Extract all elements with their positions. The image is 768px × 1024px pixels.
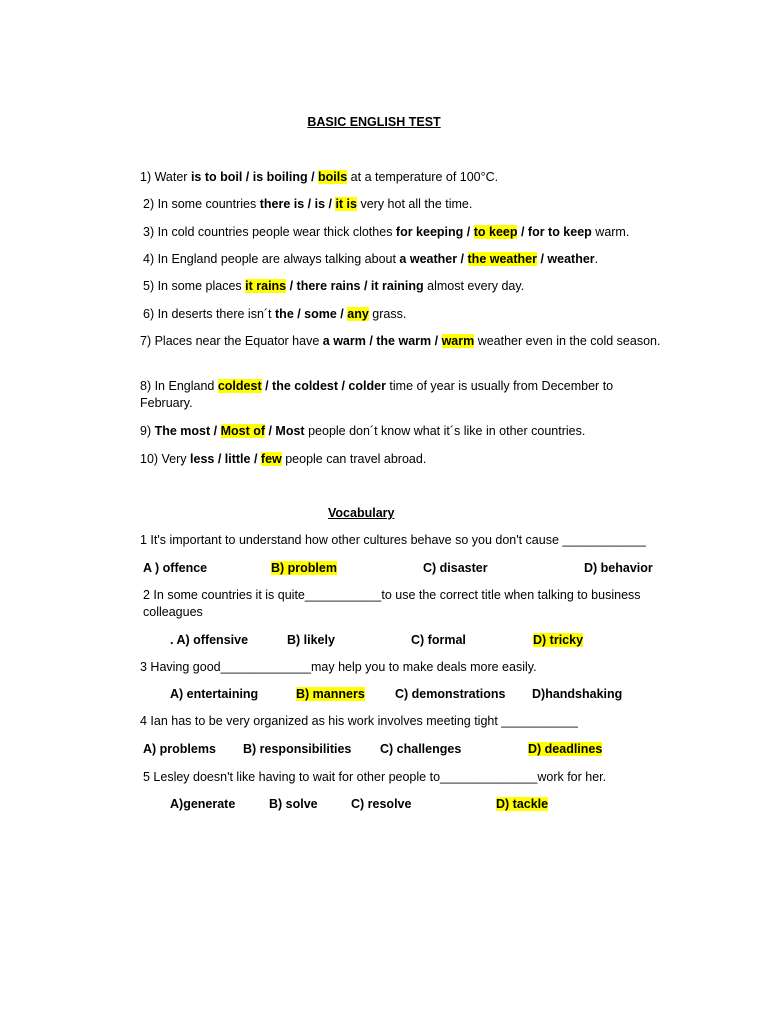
vocabulary-option bbox=[395, 686, 505, 702]
grammar-question bbox=[140, 333, 665, 350]
grammar-question bbox=[143, 278, 524, 294]
question-text: weather even in the cold season. bbox=[474, 334, 661, 348]
highlighted-answer: B) manners bbox=[296, 687, 365, 701]
vocabulary-option bbox=[351, 796, 411, 812]
vocabulary-option bbox=[269, 796, 318, 812]
question-text: at a temperature of 100°C. bbox=[347, 170, 499, 184]
vocabulary-option bbox=[143, 741, 216, 757]
grammar-question bbox=[140, 451, 426, 467]
option-text: A ) offence bbox=[143, 561, 208, 575]
vocabulary-option bbox=[496, 796, 548, 812]
grammar-question bbox=[143, 224, 629, 240]
option-text: D)handshaking bbox=[532, 687, 623, 701]
highlighted-answer: D) tricky bbox=[533, 633, 584, 647]
vocabulary-question: 2 In some countries it is quite___________to use the correct title when talking to business colleagues bbox=[143, 588, 641, 619]
choice-text: for keeping / bbox=[395, 225, 474, 239]
vocabulary-option bbox=[243, 741, 351, 757]
choice-text: a weather / bbox=[399, 252, 468, 266]
grammar-question bbox=[143, 306, 406, 322]
highlighted-answer: it is bbox=[335, 197, 357, 211]
option-text: A) problems bbox=[143, 742, 216, 756]
highlighted-answer: B) problem bbox=[271, 561, 337, 575]
vocabulary-question: 5 Lesley doesn't like having to wait for other people to______________work for her. bbox=[143, 770, 607, 784]
vocabulary-option bbox=[143, 560, 207, 576]
vocabulary-option bbox=[411, 632, 466, 648]
question-text: 6) In deserts there isn´t bbox=[143, 307, 276, 321]
vocabulary-option bbox=[584, 560, 653, 576]
choice-text: / weather bbox=[536, 252, 595, 266]
vocabulary-question: 1 It's important to understand how other cultures behave so you don't cause ____________ bbox=[140, 533, 646, 547]
question-text: people can travel abroad. bbox=[281, 452, 427, 466]
grammar-question bbox=[140, 378, 665, 412]
option-text: B) responsibilities bbox=[243, 742, 352, 756]
question-text: 7) Places near the Equator have bbox=[140, 334, 323, 348]
question-text: very hot all the time. bbox=[357, 197, 473, 211]
question-text: 2) In some countries bbox=[143, 197, 260, 211]
option-text: C) disaster bbox=[423, 561, 488, 575]
highlighted-answer: to keep bbox=[473, 225, 518, 239]
highlighted-answer: it rains bbox=[245, 279, 287, 293]
option-text: C) demonstrations bbox=[395, 687, 506, 701]
question-text: almost every day. bbox=[423, 279, 525, 293]
vocabulary-option bbox=[380, 741, 461, 757]
question-text: 4) In England people are always talking about bbox=[143, 252, 400, 266]
choice-text: The most / bbox=[154, 424, 221, 438]
option-text: B) solve bbox=[269, 797, 318, 811]
option-text: A) entertaining bbox=[170, 687, 259, 701]
choice-text: / there rains / it raining bbox=[286, 279, 424, 293]
highlighted-answer: boils bbox=[318, 170, 348, 184]
question-text: grass. bbox=[368, 307, 407, 321]
highlighted-answer: the weather bbox=[467, 252, 537, 266]
option-text: B) likely bbox=[287, 633, 335, 647]
question-text: 3) In cold countries people wear thick clothes bbox=[143, 225, 396, 239]
choice-text: / for to keep bbox=[517, 225, 592, 239]
highlighted-answer: coldest bbox=[217, 379, 262, 393]
question-text: 8) In England bbox=[140, 379, 218, 393]
choice-text: is to boil / is boiling / bbox=[190, 170, 319, 184]
choice-text: / Most bbox=[265, 424, 305, 438]
choice-text: a warm / the warm / bbox=[322, 334, 442, 348]
choice-text: / the coldest / colder bbox=[261, 379, 386, 393]
option-text: C) formal bbox=[411, 633, 466, 647]
vocabulary-option bbox=[271, 560, 337, 576]
question-text: 9) bbox=[140, 424, 155, 438]
choice-text: there is / is / bbox=[259, 197, 336, 211]
vocabulary-option bbox=[170, 796, 235, 812]
question-text: 1) Water bbox=[140, 170, 191, 184]
highlighted-answer: D) tackle bbox=[496, 797, 549, 811]
question-text: 5) In some places bbox=[143, 279, 246, 293]
page-title: BASIC ENGLISH TEST bbox=[307, 115, 441, 129]
choice-text: the / some / bbox=[275, 307, 348, 321]
vocabulary-question: 3 Having good_____________may help you to make deals more easily. bbox=[140, 660, 537, 674]
question-text: time of year is usually from December to February. bbox=[140, 379, 614, 410]
question-text: 10) Very bbox=[140, 452, 191, 466]
option-text: A)generate bbox=[170, 797, 236, 811]
highlighted-answer: warm bbox=[441, 334, 475, 348]
question-text: warm. bbox=[591, 225, 630, 239]
option-text: . A) offensive bbox=[170, 633, 249, 647]
vocabulary-option bbox=[533, 632, 583, 648]
grammar-question bbox=[143, 251, 598, 267]
vocabulary-question: 4 Ian has to be very organized as his work involves meeting tight ___________ bbox=[140, 714, 578, 728]
vocabulary-option bbox=[170, 632, 248, 648]
highlighted-answer: Most of bbox=[220, 424, 266, 438]
grammar-question bbox=[140, 169, 498, 185]
vocabulary-option bbox=[532, 686, 622, 702]
vocabulary-title: Vocabulary bbox=[328, 506, 395, 520]
highlighted-answer: D) deadlines bbox=[528, 742, 603, 756]
vocabulary-option bbox=[423, 560, 488, 576]
grammar-question bbox=[143, 196, 472, 212]
vocabulary-option bbox=[287, 632, 335, 648]
option-text: D) behavior bbox=[584, 561, 653, 575]
vocabulary-option bbox=[170, 686, 258, 702]
vocabulary-option bbox=[528, 741, 602, 757]
grammar-question bbox=[140, 423, 585, 439]
option-text: C) resolve bbox=[351, 797, 412, 811]
highlighted-answer: few bbox=[260, 452, 282, 466]
choice-text: less / little / bbox=[190, 452, 261, 466]
question-text: people don´t know what it´s like in other countries. bbox=[304, 424, 586, 438]
question-text: . bbox=[594, 252, 599, 266]
vocabulary-option bbox=[296, 686, 365, 702]
highlighted-answer: any bbox=[347, 307, 369, 321]
option-text: C) challenges bbox=[380, 742, 462, 756]
